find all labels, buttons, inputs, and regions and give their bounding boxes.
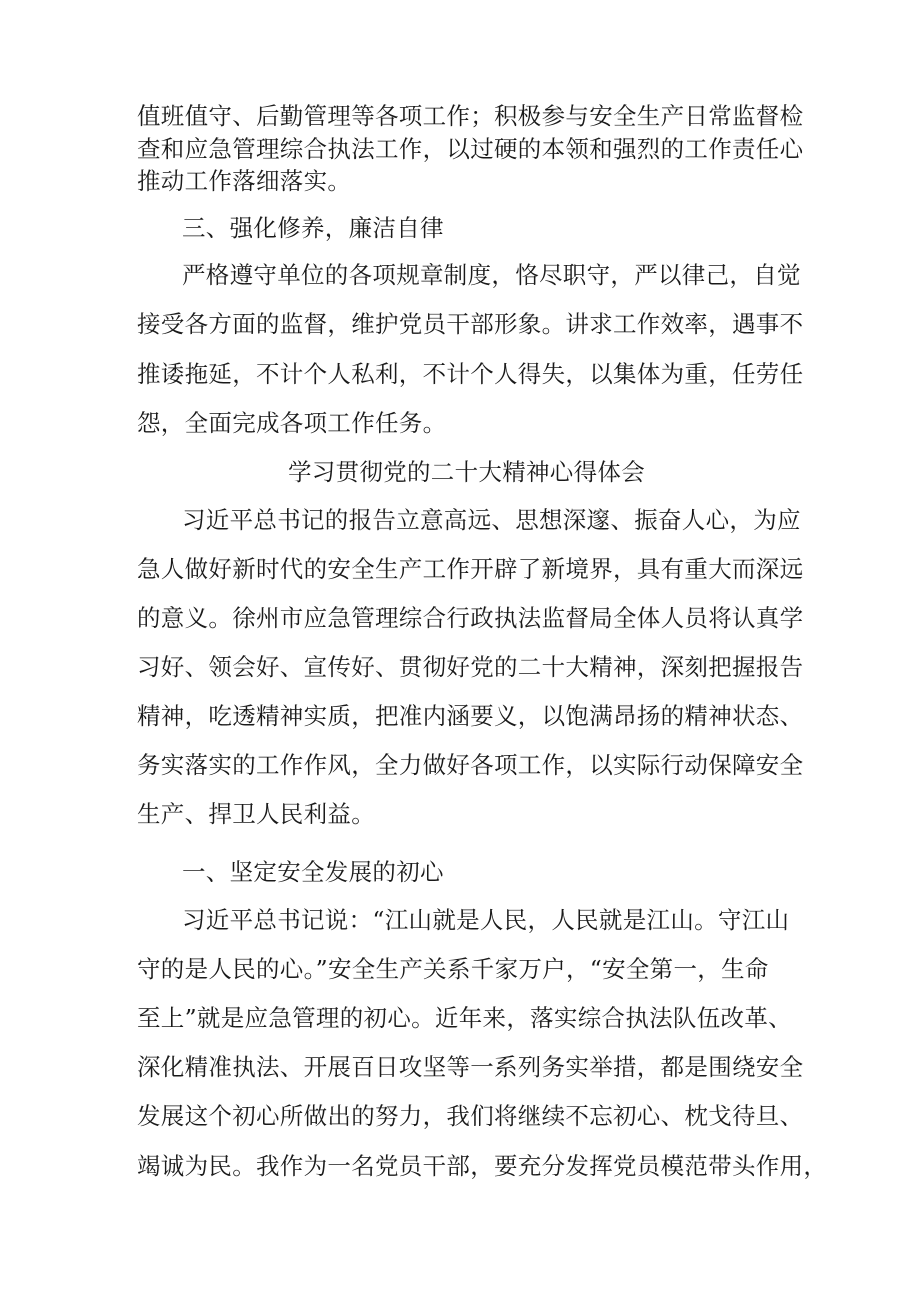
- body-line: 接受各方面的监督，维护党员干部形象。讲求工作效率，遇事不: [137, 310, 804, 338]
- body-line: 竭诚为民。我作为一名党员干部，要充分发挥党员模范带头作用，: [137, 1152, 828, 1180]
- document-title: 学习贯彻党的二十大精神心得体会: [288, 458, 645, 486]
- body-line: 推诿拖延，不计个人私利，不计个人得失，以集体为重，任劳任: [137, 360, 804, 388]
- body-line: 怨，全面完成各项工作任务。: [137, 409, 447, 437]
- body-line: 的意义。徐州市应急管理综合行政执法监督局全体人员将认真学: [137, 604, 804, 632]
- section-heading: 三、强化修养，廉洁自律: [182, 214, 444, 242]
- paragraph-first-line: 习近平总书记说：“江山就是人民，人民就是江山。守江山: [182, 906, 790, 934]
- body-line: 查和应急管理综合执法工作，以过硬的本领和强烈的工作责任心: [137, 135, 804, 163]
- body-line: 值班值守、后勤管理等各项工作；积极参与安全生产日常监督检: [137, 102, 804, 130]
- body-line: 推动工作落细落实。: [137, 167, 352, 195]
- paragraph-first-line: 习近平总书记的报告立意高远、思想深邃、振奋人心，为应: [182, 506, 801, 534]
- body-line: 至上”就是应急管理的初心。近年来，落实综合执法队伍改革、: [137, 1004, 792, 1032]
- body-line: 急人做好新时代的安全生产工作开辟了新境界，具有重大而深远: [137, 555, 804, 583]
- body-line: 发展这个初心所做出的努力，我们将继续不忘初心、枕戈待旦、: [137, 1102, 804, 1130]
- body-line: 生产、捍卫人民利益。: [137, 800, 375, 828]
- body-line: 深化精准执法、开展百日攻坚等一系列务实举措，都是围绕安全: [137, 1053, 804, 1081]
- body-line: 务实落实的工作作风，全力做好各项工作，以实际行动保障安全: [137, 751, 804, 779]
- body-line: 习好、领会好、宣传好、贯彻好党的二十大精神，深刻把握报告: [137, 653, 804, 681]
- paragraph-first-line: 严格遵守单位的各项规章制度，恪尽职守，严以律己，自觉: [182, 261, 801, 289]
- body-line: 精神，吃透精神实质，把准内涵要义，以饱满昂扬的精神状态、: [137, 702, 804, 730]
- section-heading: 一、坚定安全发展的初心: [182, 858, 444, 886]
- body-line: 守的是人民的心。”安全生产关系千家万户，“安全第一，生命: [137, 955, 769, 983]
